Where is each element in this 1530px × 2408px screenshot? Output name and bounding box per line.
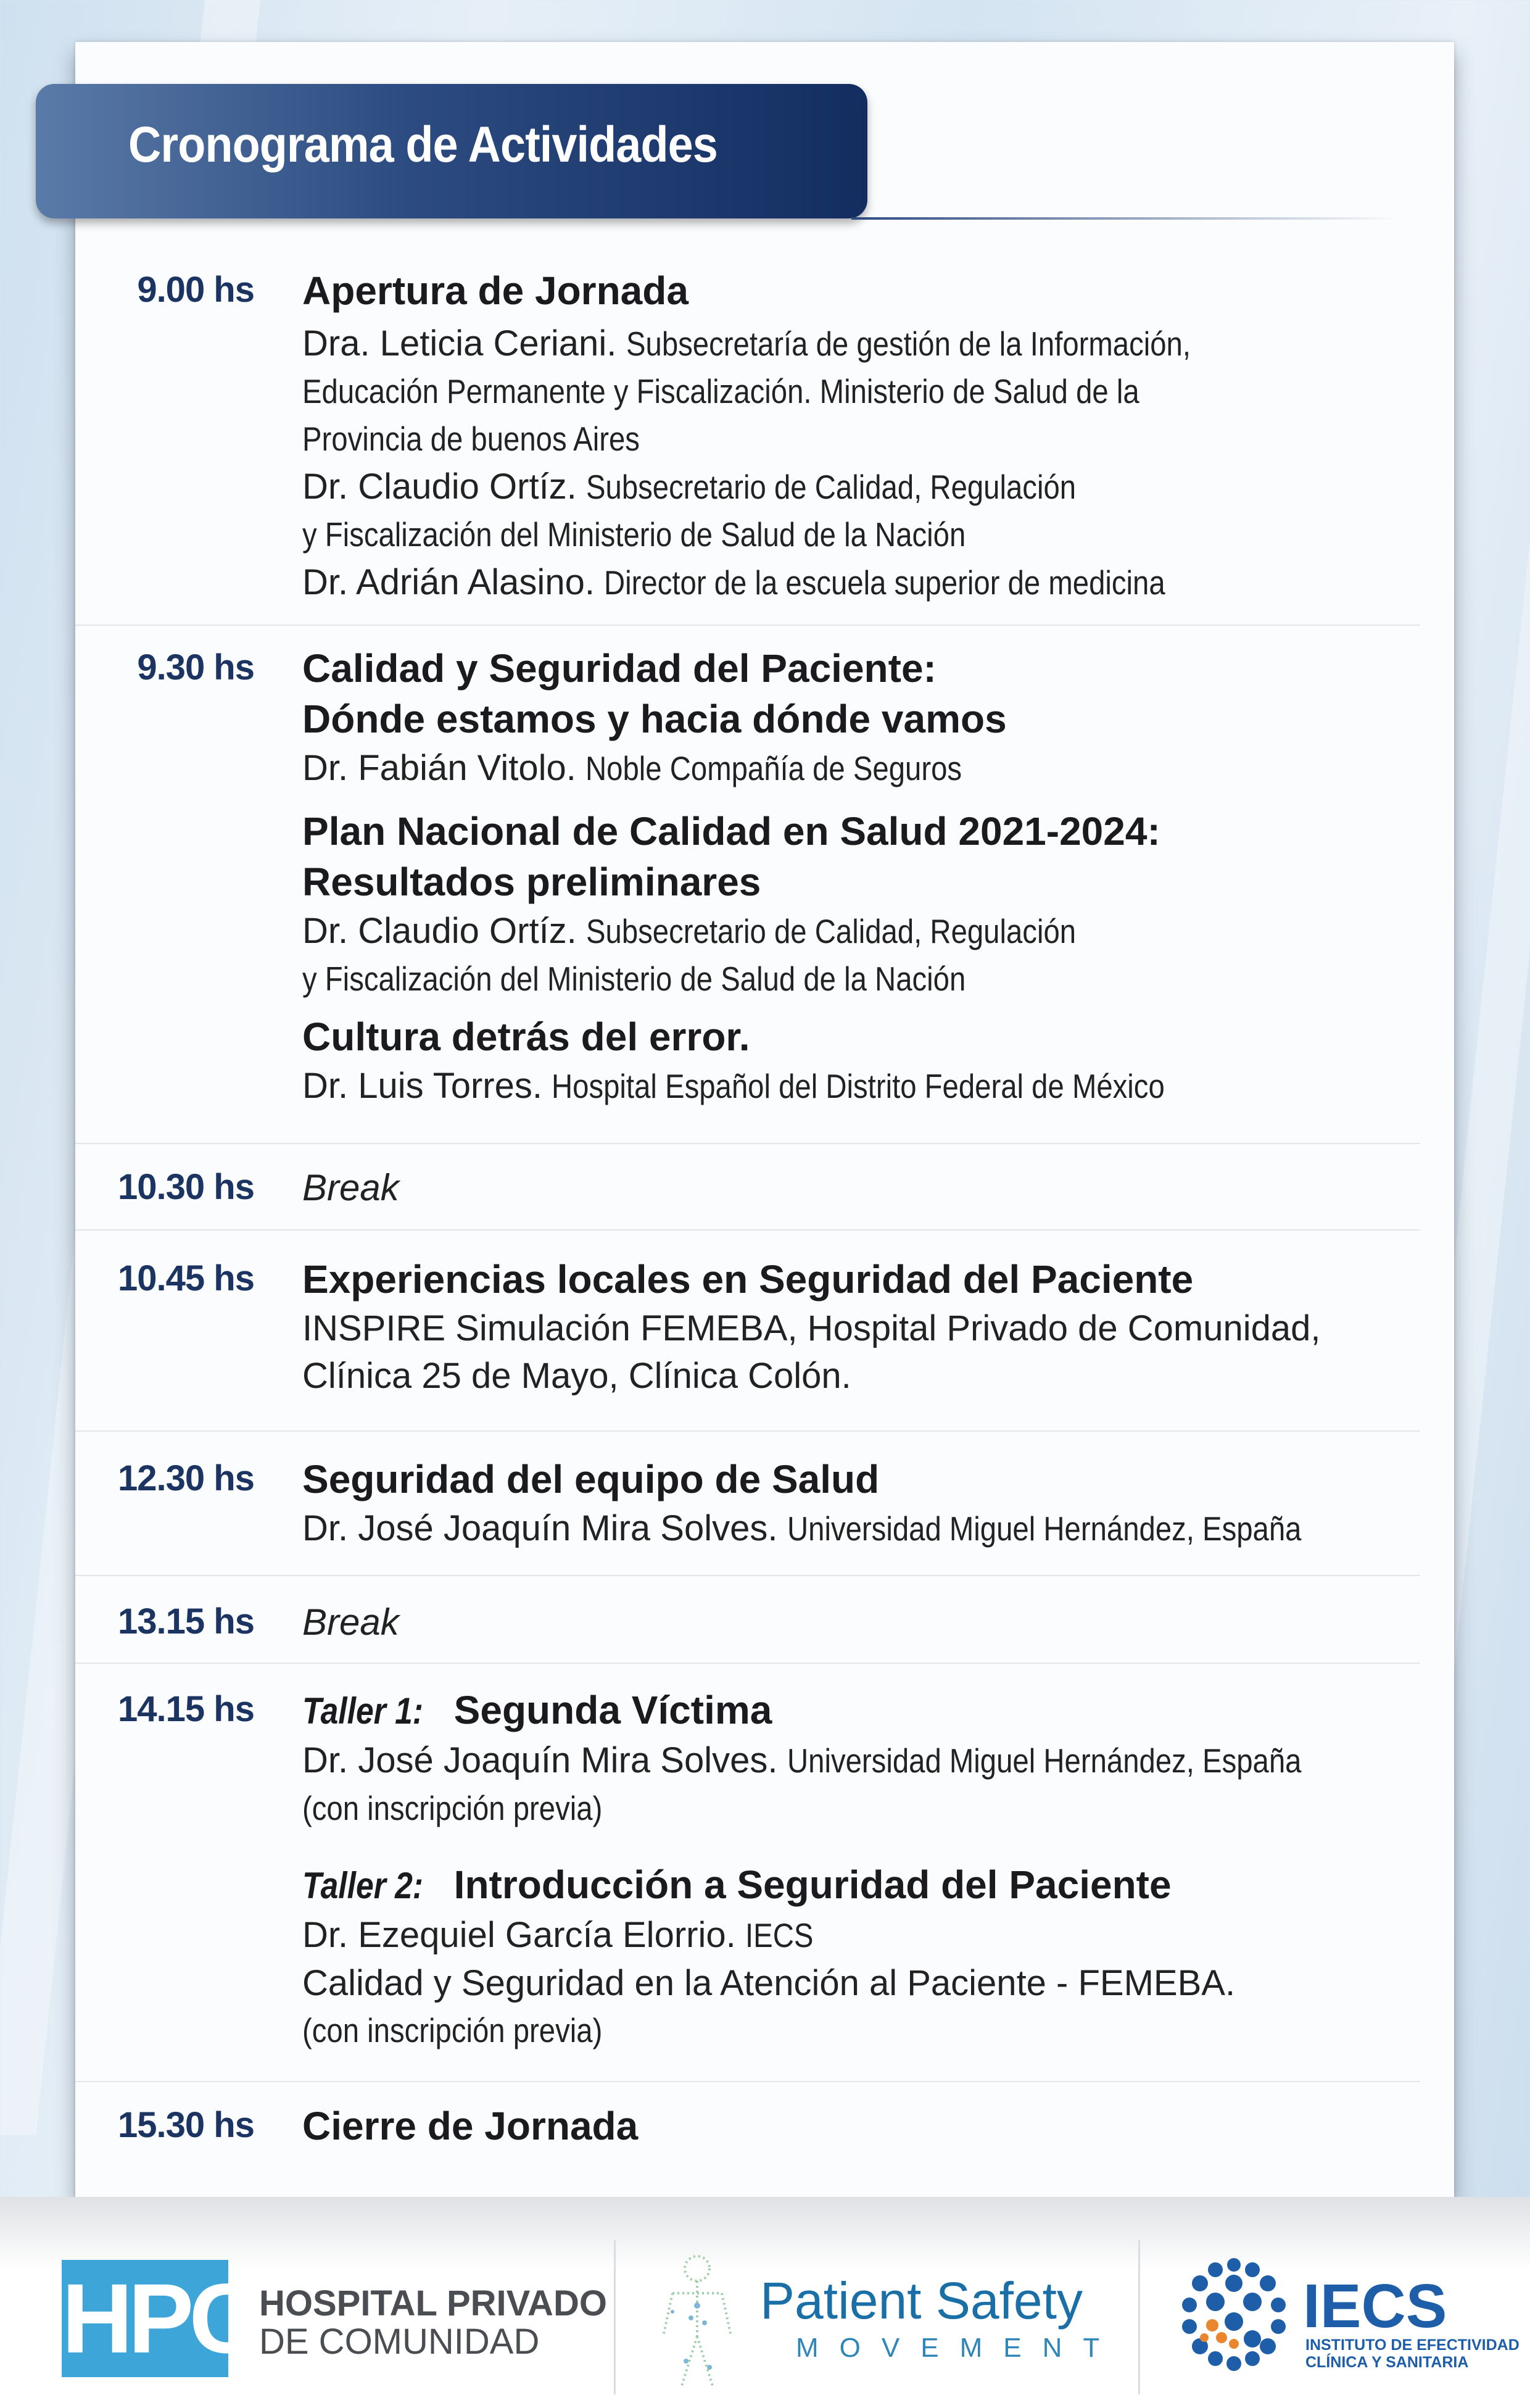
patient-safety-subtitle: MOVEMENT [796, 2333, 1121, 2363]
break-label: Break [302, 1601, 399, 1643]
speaker-name: Dr. Luis Torres. [302, 1066, 542, 1106]
divider [75, 1143, 1420, 1144]
workshop-tag: Taller 1: [302, 1690, 423, 1732]
speaker-name: Dr. Claudio Ortíz. [302, 911, 577, 951]
divider [75, 2081, 1420, 2082]
time-label: 9.00 hs [137, 270, 254, 310]
title-banner [36, 84, 867, 218]
time-label: 10.45 hs [118, 1258, 254, 1298]
workshop-detail: Calidad y Seguridad en la Atención al Paciente - FEMEBA. [302, 1963, 1236, 2003]
iecs-subtitle [1305, 2336, 1520, 2371]
item-heading: Cierre de Jornada [302, 2104, 639, 2148]
talk-title: Dónde estamos y hacia dónde vamos [302, 697, 1007, 741]
footer-divider [1138, 2240, 1140, 2394]
break-label: Break [302, 1167, 399, 1208]
time-label: 14.15 hs [118, 1689, 254, 1729]
talk-title: Resultados preliminares [302, 860, 761, 904]
speaker-affiliation: Hospital Español del Distrito Federal de México [552, 1067, 1165, 1105]
workshop-title: Introducción a Seguridad del Paciente [453, 1862, 1172, 1907]
speaker-affiliation: Director de la escuela superior de medicina [604, 563, 1165, 602]
divider [75, 1575, 1420, 1576]
registration-note: (con inscripción previa) [302, 1789, 603, 1827]
talk-title: Calidad y Seguridad del Paciente: [302, 646, 937, 691]
divider [75, 625, 1420, 626]
hpc-subtitle: DE COMUNIDAD [259, 2322, 540, 2362]
workshop-title: Segunda Víctima [453, 1688, 772, 1732]
divider [75, 1229, 1420, 1231]
time-label: 12.30 hs [118, 1458, 254, 1498]
patient-figure-icon [648, 2250, 746, 2392]
page-title: Cronograma de Actividades [128, 117, 717, 173]
time-label: 15.30 hs [118, 2105, 254, 2145]
speaker-name: Dr. Ezequiel García Elorrio. [302, 1915, 736, 1955]
speaker-name: Dr. José Joaquín Mira Solves. [302, 1508, 778, 1548]
speaker-affiliation: Universidad Miguel Hernández, España [787, 1742, 1302, 1780]
hpc-name: HOSPITAL PRIVADO [259, 2283, 607, 2323]
iecs-globe-icon [1172, 2252, 1296, 2376]
item-detail: Clínica 25 de Mayo, Clínica Colón. [302, 1356, 851, 1396]
time-label: 13.15 hs [118, 1601, 254, 1642]
speaker-name: Dr. Fabián Vitolo. [302, 748, 576, 788]
patient-safety-title: Patient Safety [760, 2272, 1083, 2330]
iecs-title: IECS [1303, 2272, 1447, 2341]
divider [75, 1430, 1420, 1432]
speaker-affiliation: Educación Permanente y Fiscalización. Ministerio de Salud de la [302, 372, 1139, 410]
talk-title: Cultura detrás del error. [302, 1015, 750, 1059]
speaker-affiliation: Subsecretaría de gestión de la Información, [626, 325, 1191, 363]
footer-divider [614, 2240, 616, 2394]
speaker-affiliation: IECS [745, 1916, 814, 1954]
iecs-subtitle-line: CLÍNICA Y SANITARIA [1305, 2354, 1469, 2371]
speaker-affiliation: Provincia de buenos Aires [302, 420, 640, 458]
speaker-affiliation: Noble Compañía de Seguros [585, 749, 962, 787]
hpc-logo-text: HPC [62, 2263, 255, 2373]
speaker-affiliation: y Fiscalización del Ministerio de Salud de la Nación [302, 960, 966, 998]
hpc-logo [62, 2260, 255, 2377]
item-heading: Seguridad del equipo de Salud [302, 1457, 880, 1501]
time-label: 10.30 hs [118, 1167, 254, 1207]
item-detail: INSPIRE Simulación FEMEBA, Hospital Privado de Comunidad, [302, 1308, 1321, 1348]
speaker-affiliation: Subsecretario de Calidad, Regulación [586, 912, 1077, 950]
divider [75, 1663, 1420, 1664]
item-heading: Apertura de Jornada [302, 268, 688, 313]
speaker-affiliation: Subsecretario de Calidad, Regulación [586, 468, 1077, 506]
speaker-name: Dr. Adrián Alasino. [302, 562, 595, 602]
speaker-affiliation: Universidad Miguel Hernández, España [787, 1509, 1302, 1548]
title-underline [851, 217, 1400, 220]
iecs-subtitle-line: INSTITUTO DE EFECTIVIDAD [1305, 2336, 1520, 2354]
registration-note: (con inscripción previa) [302, 2011, 603, 2049]
speaker-name: Dra. Leticia Ceriani. [302, 323, 617, 363]
time-label: 9.30 hs [137, 647, 254, 687]
speaker-affiliation: y Fiscalización del Ministerio de Salud de la Nación [302, 515, 966, 554]
talk-title: Plan Nacional de Calidad en Salud 2021-2024: [302, 809, 1160, 853]
workshop-tag: Taller 2: [302, 1865, 423, 1906]
speaker-name: Dr. Claudio Ortíz. [302, 467, 577, 507]
speaker-name: Dr. José Joaquín Mira Solves. [302, 1740, 778, 1780]
item-heading: Experiencias locales en Seguridad del Paciente [302, 1257, 1194, 1302]
